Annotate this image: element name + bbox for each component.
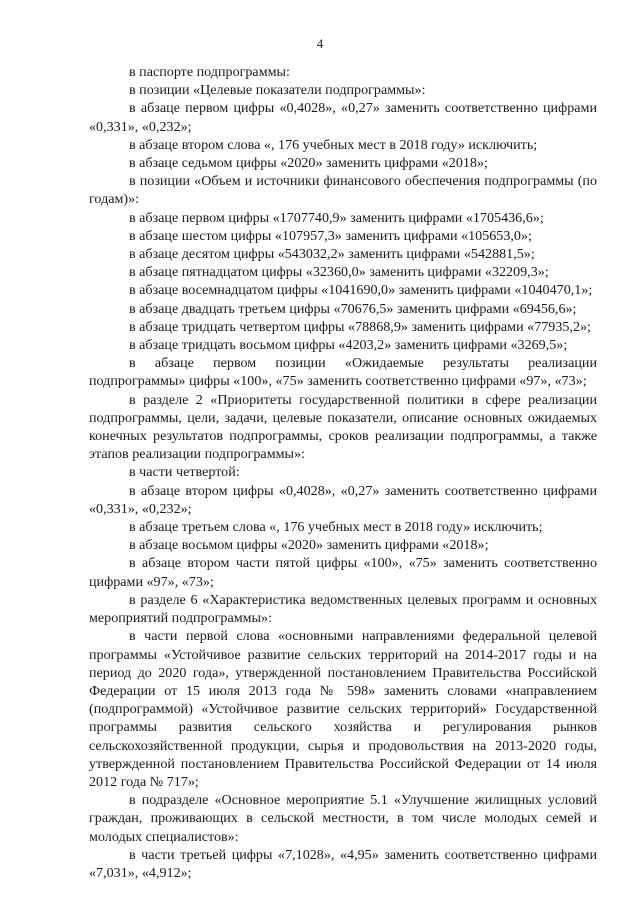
paragraph: в абзаце восьмом цифры «2020» заменить цифрами «2018»;: [129, 537, 489, 554]
paragraph: в позиции «Целевые показатели подпрограммы»:: [129, 82, 426, 99]
paragraph: в абзаце десятом цифры «543032,2» заменить цифрами «542881,5»;: [129, 246, 535, 263]
paragraph: в абзаце тридцать четвертом цифры «78868,9» заменить цифрами «77935,2»;: [129, 318, 591, 335]
paragraph: в абзаце втором цифры «0,4028», «0,27» заменить соответственно цифрами «0,331», «0,232»;: [89, 482, 597, 517]
paragraph: в подразделе «Основное мероприятие 5.1 «Улучшение жилищных условий граждан, проживающих в сельской местности, в том числе молодых семей и молодых специалистов»:: [89, 792, 597, 845]
paragraph: в части третьей цифры «7,1028», «4,95» заменить соответственно цифрами «7,031», «4,912»;: [89, 846, 597, 881]
paragraph: в абзаце третьем слова «, 176 учебных мест в 2018 году» исключить;: [129, 519, 543, 536]
paragraph: в части четвертой:: [129, 464, 240, 481]
paragraph: в абзаце тридцать восьмом цифры «4203,2» заменить цифрами «3269,5»;: [129, 337, 568, 354]
paragraph: в абзаце первом цифры «0,4028», «0,27» заменить соответственно цифрами «0,331», «0,232»;: [89, 100, 597, 135]
paragraph: в абзаце втором слова «, 176 учебных мест в 2018 году» исключить;: [129, 136, 538, 153]
paragraph: в разделе 2 «Приоритеты государственной политики в сфере реализации подпрограммы, цели, задачи, целевые показатели, описание основных ожидаемых конечных результатов подпрограммы, сроков реализации подпрограммы, а также этапов реализации подпрограммы»:: [89, 391, 597, 463]
paragraph: в абзаце восемнадцатом цифры «1041690,0» заменить цифрами «1040470,1»;: [129, 282, 593, 299]
paragraph: в абзаце двадцать третьем цифры «70676,5» заменить цифрами «69456,6»;: [129, 300, 577, 317]
paragraph: в разделе 6 «Характеристика ведомственных целевых программ и основных мероприятий подпрограммы»:: [89, 591, 597, 627]
paragraph: в абзаце втором части пятой цифры «100», «75» заменить соответственно цифрами «97», «73»;: [89, 555, 597, 590]
document-body: [89, 63, 597, 882]
paragraph: в абзаце седьмом цифры «2020» заменить цифрами «2018»;: [129, 155, 488, 172]
paragraph: в паспорте подпрограммы:: [129, 64, 290, 80]
paragraph: в позиции «Объем и источники финансового обеспечения подпрограммы (по годам)»:: [89, 173, 597, 208]
paragraph: в абзаце пятнадцатом цифры «32360,0» заменить цифрами «32209,3»;: [129, 264, 549, 281]
paragraph: в абзаце шестом цифры «107957,3» заменить цифрами «105653,0»;: [129, 227, 532, 244]
page-number: 4: [316, 36, 324, 51]
paragraph: в абзаце первом позиции «Ожидаемые результаты реализации подпрограммы» цифры «100», «75» заменить соответственно цифрами «97», «73»;: [89, 355, 597, 390]
paragraph: в абзаце первом цифры «1707740,9» заменить цифрами «1705436,6»;: [129, 209, 544, 226]
paragraph: в части первой слова «основными направлениями федеральной целевой программы «Устойчивое развитие сельских территорий на 2014-2017 годы и на период до 2020 года», утвержденной постановлением Правительства Российской Федерации от 15 июля 2013 года № 598» заменить словами «направлением (подпрограммой) «Устойчивое развитие сельских территорий» Государственной программы развития сельского хозяйства и регулирования рынков сельскохозяйственной продукции, сырья и продовольствия на 2013-2020 годы, утвержденной постановлением Правительства Российской Федерации от 14 июля 2012 года № 717»;: [89, 628, 597, 790]
